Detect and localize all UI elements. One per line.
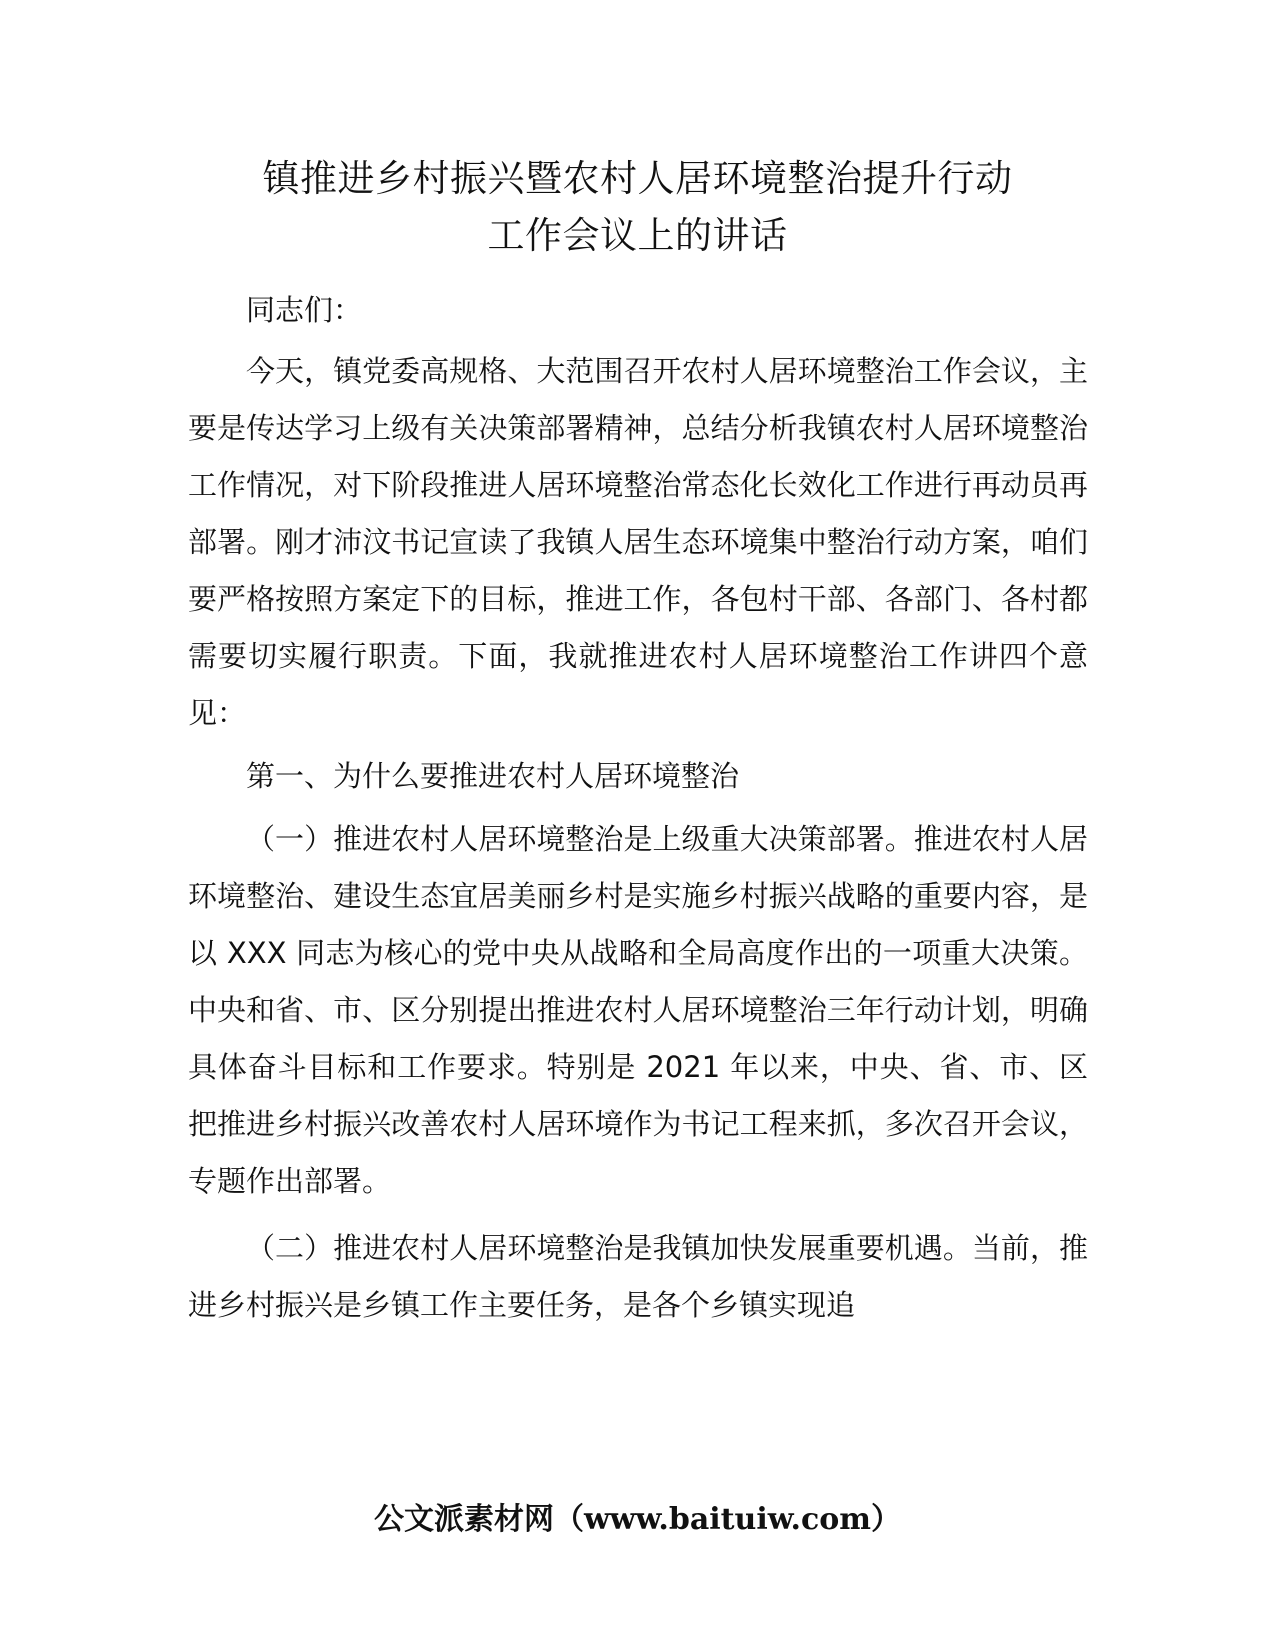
salutation: 同志们：	[246, 293, 363, 327]
paragraph-intro: 今天，镇党委高规格、大范围召开农村人居环境整治工作会议，主要是传达学习上级有关决策部署精神，总结分析我镇农村人居环境整治工作情况，对下阶段推进人居环境整治常态化长效化工作进行再动员再部署。刚才沛汶书记宣读了我镇人居生态环境集中整治行动方案，咱们要严格按照方案定下的目标，推进工作，各包村干部、各部门、各村都需要切实履行职责。下面，我就推进农村人居环境整治工作讲四个意见：	[188, 354, 1088, 730]
title-line-2: 工作会议上的讲话	[487, 214, 788, 257]
title-line-1: 镇推进乡村振兴暨农村人居环境整治提升行动	[262, 157, 1013, 200]
section-heading-1: 第一、为什么要推进农村人居环境整治	[246, 759, 740, 793]
footer-watermark: 公文派素材网（www.baituiw.com）	[373, 1502, 902, 1537]
paragraph-point-1: （一）推进农村人居环境整治是上级重大决策部署。推进农村人居环境整治、建设生态宜居美丽乡村是实施乡村振兴战略的重要内容，是以 XXX 同志为核心的党中央从战略和全局高度作出的一项重大决策。中央和省、市、区分别提出推进农村人居环境整治三年行动计划，明确具体奋斗目标和工作要求。特别是 2021 年以来，中央、省、市、区把推进乡村振兴改善农村人居环境作为书记工程来抓，多次召开会议，专题作出部署。	[188, 822, 1088, 1198]
paragraph-point-2: （二）推进农村人居环境整治是我镇加快发展重要机遇。当前，推进乡村振兴是乡镇工作主要任务，是各个乡镇实现追	[188, 1231, 1088, 1322]
document-title	[150, 150, 1125, 264]
document-body	[188, 282, 1088, 1340]
